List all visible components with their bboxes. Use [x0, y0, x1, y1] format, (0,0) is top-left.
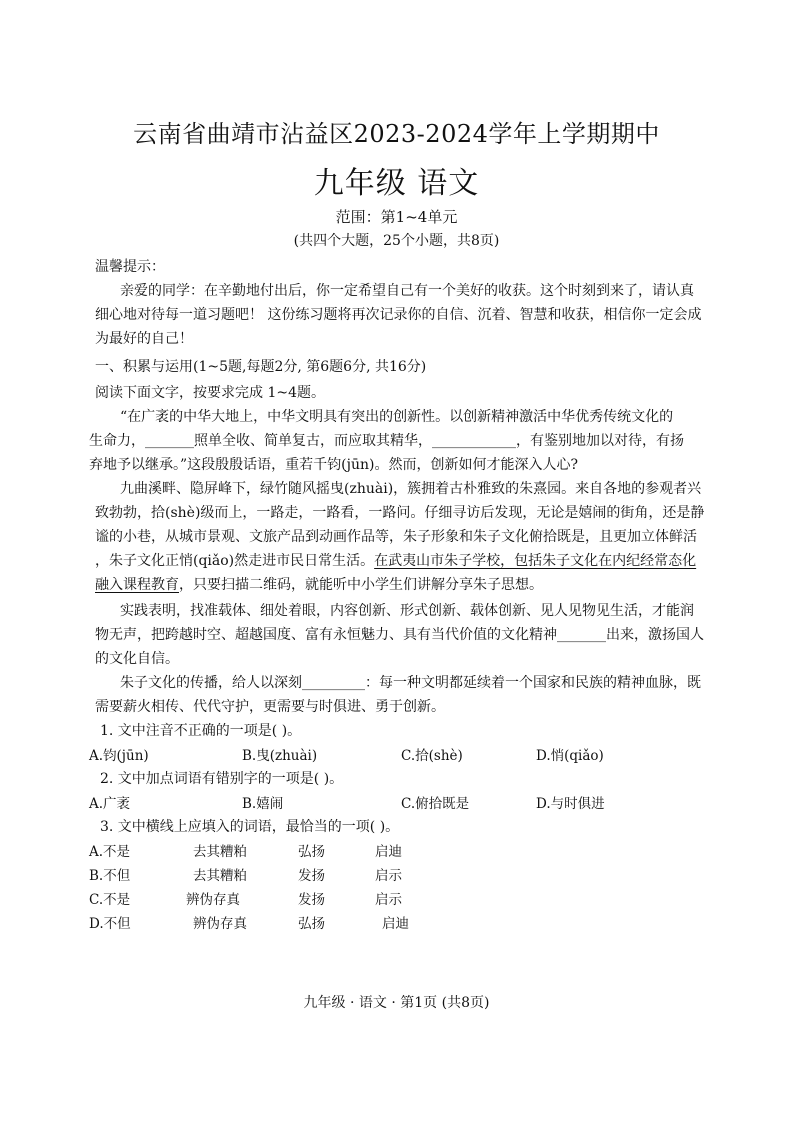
passage-line: 弃地予以继承。”这段殷殷话语，重若千钧(jūn)。然而，创新如何才能深入人心?	[89, 457, 578, 473]
answer-option[interactable]: B.曳(zhuài)	[242, 748, 318, 764]
passage-line: 生命力，_______照单全收、简单复古，而应取其精华，____________，有鉴别地加以对待，有扬	[89, 433, 684, 449]
tips-label: 温馨提示：	[95, 259, 165, 275]
passage-line: 朱子文化的传播，给人以深刻_________：每一种文明都延续着一个国家和民族的精神血脉，既	[120, 675, 701, 691]
passage-line	[95, 574, 543, 594]
option-word: 辨伪存真	[193, 916, 247, 932]
tips-line: 亲爱的同学：在辛勤地付出后，你一定希望自己有一个美好的收获。这个时刻到来了，请认真	[120, 283, 694, 299]
answer-option[interactable]: B.嬉闹	[242, 796, 284, 812]
answer-option[interactable]: D.与时俱进	[536, 796, 605, 812]
tips-line: 细心地对待每一道习题吧！ 这份练习题将再次记录你的自信、沉着、智慧和收获，相信你一定会成	[95, 307, 702, 323]
option-word: 启迪	[382, 916, 409, 932]
section-heading: 一、积累与运用(1~5题,每题2分, 第6题6分, 共16分)	[95, 359, 427, 375]
exam-subject: 九年级 语文	[313, 166, 480, 201]
answer-option[interactable]: A.钧(jūn)	[89, 748, 149, 764]
page-footer: 九年级 · 语文 · 第1页 (共8页)	[303, 995, 490, 1011]
answer-option[interactable]: C.拾(shè)	[401, 748, 463, 764]
option-word: 启示	[375, 892, 402, 908]
answer-option[interactable]: A.广袤	[89, 796, 131, 812]
option-word: 启迪	[375, 844, 402, 860]
question-stem: 3. 文中横线上应填入的词语，最恰当的一项( )。	[100, 819, 400, 835]
underlined-sentence: 融入课程教育	[95, 577, 179, 593]
passage-line: 谧的小巷，从城市景观、文旅产品到动画作品等，朱子形象和朱子文化俯拾既是，且更加立体鲜活	[95, 529, 697, 545]
exam-title: 云南省曲靖市沾益区2023-2024学年上学期期中	[133, 120, 660, 148]
answer-option[interactable]: D.不但	[89, 916, 131, 932]
answer-option[interactable]: A.不是	[89, 844, 131, 860]
exam-scope: 范围：第1~4单元	[335, 208, 458, 226]
exam-structure: (共四个大题，25个小题，共8页)	[293, 233, 500, 249]
passage-line: 九曲溪畔、隐屏峰下，绿竹随风摇曳(zhuài)，簇拥着古朴雅致的朱熹园。来自各地的参观者兴	[120, 481, 702, 497]
option-word: 弘扬	[298, 916, 325, 932]
passage-line: “在广袤的中华大地上，中华文明具有突出的创新性。以创新精神激活中华优秀传统文化的	[120, 409, 674, 425]
option-word: 发扬	[298, 868, 325, 884]
option-word: 辨伪存真	[186, 892, 240, 908]
option-word: 发扬	[298, 892, 325, 908]
answer-option[interactable]: D.悄(qiǎo)	[536, 748, 604, 764]
answer-option[interactable]: C.俯拾既是	[401, 796, 470, 812]
passage-line: 实践表明，找准载体、细处着眼，内容创新、形式创新、载体创新、见人见物见生活，才能润	[120, 603, 694, 619]
answer-option[interactable]: C.不是	[89, 892, 131, 908]
question-stem: 1. 文中注音不正确的一项是( )。	[100, 723, 302, 739]
passage-text: ，朱子文化正悄(qiǎo)然走进市民日常生活。	[95, 553, 375, 569]
underlined-sentence: 在武夷山市朱子学校，包括朱子文化在内纪经常态化	[374, 553, 697, 569]
passage-line: 致勃勃，拾(shè)级而上，一路走，一路看，一路问。仔细寻访后发现，无论是嬉闹的街角，还是静	[95, 505, 705, 521]
passage-line: 的文化自信。	[95, 651, 179, 667]
tips-line: 为最好的自己！	[95, 331, 193, 347]
option-word: 启示	[375, 868, 402, 884]
option-word: 去其糟粕	[193, 868, 247, 884]
passage-line	[95, 550, 696, 570]
option-word: 去其糟粕	[193, 844, 247, 860]
answer-option[interactable]: B.不但	[89, 868, 131, 884]
option-word: 弘扬	[298, 844, 325, 860]
reading-instruction: 阅读下面文字，按要求完成 1~4题。	[95, 385, 325, 401]
question-stem: 2. 文中加点词语有错别字的一项是( )。	[100, 771, 344, 787]
passage-line: 物无声，把跨越时空、超越国度、富有永恒魅力、具有当代价值的文化精神_______出来，激扬国人	[95, 627, 704, 643]
passage-text: ，只要扫描二维码，就能听中小学生们讲解分享朱子思想。	[179, 577, 543, 593]
passage-line: 需要薪火相传、代代守护，更需要与时俱进、勇于创新。	[95, 699, 445, 715]
